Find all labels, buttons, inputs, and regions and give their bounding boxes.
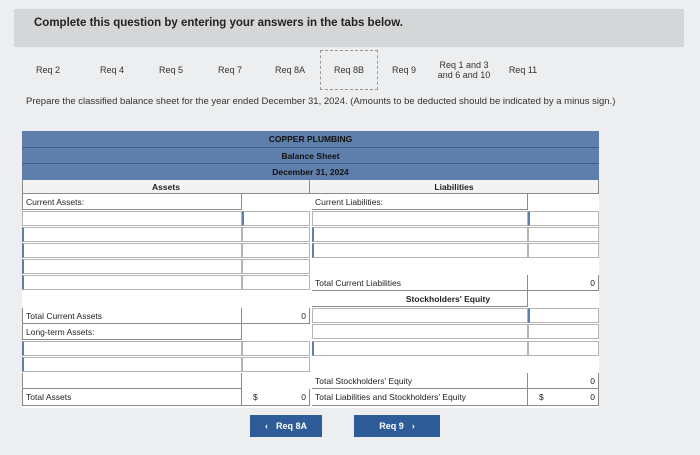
assets-heading: Assets (22, 180, 310, 194)
liability-amount-input[interactable] (528, 227, 599, 242)
equity-name-input[interactable] (312, 308, 528, 323)
next-button-label: Req 9 (379, 421, 404, 431)
current-assets-label: Current Assets: (22, 194, 242, 210)
current-liabilities-label: Current Liabilities: (312, 194, 528, 210)
liabilities-heading: Liabilities (310, 180, 599, 194)
liability-name-input[interactable] (312, 243, 528, 258)
asset-amount-input[interactable] (242, 275, 310, 290)
asset-name-input[interactable] (22, 211, 242, 226)
currency-symbol: $ (253, 392, 258, 402)
chevron-right-icon: › (411, 421, 415, 431)
total-assets-label: Total Assets (22, 389, 242, 406)
equity-name-input[interactable] (312, 324, 528, 339)
asset-name-input[interactable] (22, 357, 242, 372)
asset-name-input[interactable] (22, 275, 242, 290)
equity-amount-input[interactable] (528, 308, 599, 323)
tab-req-1-3-6-10[interactable]: Req 1 and 3 and 6 and 10 (437, 60, 491, 80)
asset-amount-input[interactable] (242, 243, 310, 258)
liability-name-input[interactable] (312, 227, 528, 242)
equity-amount-input[interactable] (528, 324, 599, 339)
statement-title: Balance Sheet (22, 147, 599, 163)
tab-req-11[interactable]: Req 11 (508, 65, 538, 75)
tab-req-2[interactable]: Req 2 (35, 65, 61, 75)
asset-amount-input[interactable] (242, 259, 310, 274)
statement-date: December 31, 2024 (22, 163, 599, 179)
tab-req-5[interactable]: Req 5 (158, 65, 184, 75)
tab-req-8a[interactable]: Req 8A (274, 65, 306, 75)
chevron-left-icon: ‹ (264, 421, 268, 431)
asset-amount-input[interactable] (242, 211, 310, 226)
tab-req-8b[interactable]: Req 8B (320, 50, 378, 90)
balance-sheet-grid (22, 180, 599, 408)
long-term-assets-label: Long-term Assets: (22, 324, 242, 340)
instruction-text: Complete this question by entering your answers in the tabs below. (34, 17, 403, 29)
asset-name-input[interactable] (22, 341, 242, 356)
total-assets-cell (242, 389, 310, 406)
total-liab-equity-label: Total Liabilities and Stockholders' Equity (312, 389, 528, 406)
total-current-assets-value: 0 (242, 308, 310, 324)
prev-button[interactable] (250, 415, 322, 437)
total-assets-spacer (22, 373, 242, 389)
asset-amount-input[interactable] (242, 357, 310, 372)
liability-amount-input[interactable] (528, 243, 599, 258)
prev-button-label: Req 8A (275, 421, 307, 431)
equity-amount-input[interactable] (528, 341, 599, 356)
asset-amount-input[interactable] (242, 341, 310, 356)
asset-name-input[interactable] (22, 259, 242, 274)
prompt-text: Prepare the classified balance sheet for the year ended December 31, 2024. (Amounts to be deducted should be indicated by a minus sign.) (26, 96, 616, 107)
statement-header (22, 131, 599, 180)
tab-req-4[interactable]: Req 4 (99, 65, 125, 75)
company-name: COPPER PLUMBING (268, 134, 353, 144)
asset-name-input[interactable] (22, 243, 242, 258)
next-button[interactable] (354, 415, 440, 437)
total-equity-label: Total Stockholders' Equity (312, 373, 528, 389)
asset-name-input[interactable] (22, 227, 242, 242)
total-current-liabilities-label: Total Current Liabilities (312, 275, 528, 291)
total-current-liabilities-value: 0 (528, 275, 599, 291)
total-current-assets-label: Total Current Assets (22, 308, 242, 324)
tab-req-9[interactable]: Req 9 (391, 65, 417, 75)
asset-amount-input[interactable] (242, 227, 310, 242)
total-equity-value: 0 (528, 373, 599, 389)
total-assets-value: 0 (301, 392, 306, 402)
tab-req-7[interactable]: Req 7 (217, 65, 243, 75)
equity-name-input[interactable] (312, 341, 528, 356)
total-liab-equity-value: 0 (590, 392, 595, 402)
equity-heading: Stockholders' Equity (312, 291, 528, 307)
liability-amount-input[interactable] (528, 211, 599, 226)
tab-bar (14, 50, 684, 90)
total-liab-equity-cell (528, 389, 599, 406)
currency-symbol: $ (539, 392, 544, 402)
liability-name-input[interactable] (312, 211, 528, 226)
